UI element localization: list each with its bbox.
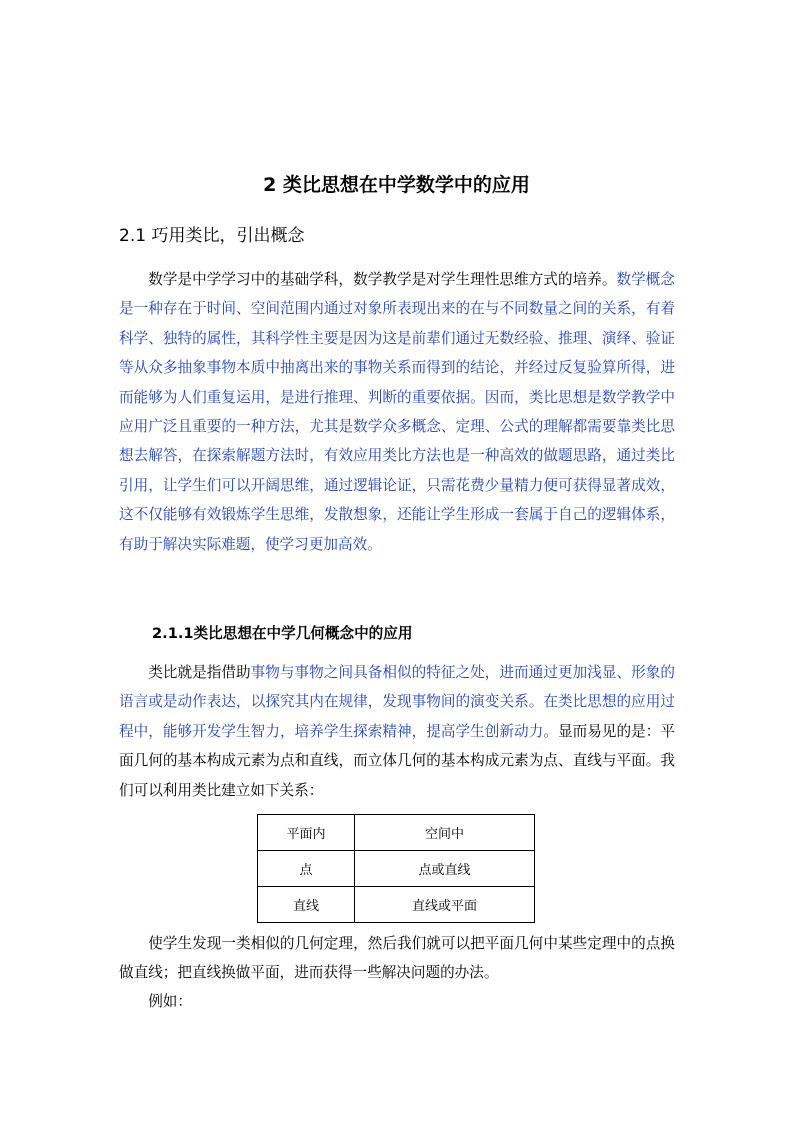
paragraph-analogy-highlight: 事物与事物之间具备相似的特征之处，进而通过更加浅显、形象的语言或是动作表达，以探究其内在规律，发现事物间的演变关系。在类比思想的应用过程中，能够开发学生智力，培养学生探索精神，提高学生创新动力。 [119,664,675,740]
table-cell: 空间中 [355,815,535,851]
table-row [258,851,535,887]
subsection-heading: 2.1 巧用类比，引出概念 [119,226,305,246]
paragraph-analogy-text-end: 显而易见的是：平面几何的基本构成元素为点和直线，而立体几何的基本构成元素为点、直线与平面。我们可以利用类比建立如下关系： [119,722,675,799]
subsubsection-heading: 2.1.1类比思想在中学几何概念中的应用 [152,625,413,642]
table-row [258,815,535,851]
section-title: 2 类比思想在中学数学中的应用 [263,174,530,196]
table-cell: 点 [258,851,355,887]
paragraph-analogy-text-start: 类比就是指借助 [148,664,251,681]
paragraph-analogy [119,658,675,805]
table-cell: 直线 [258,887,355,923]
paragraph-intro-text: 数学是中学学习中的基础学科，数学教学是对学生理性思维方式的培养。 [148,271,617,288]
paragraph-conclusion: 使学生发现一类相似的几何定理，然后我们就可以把平面几何中某些定理中的点换做直线；把直线换做平面，进而获得一些解决问题的办法。 [119,935,675,982]
paragraph-intro [119,265,675,559]
analogy-table [257,814,535,923]
table-row [258,887,535,923]
table-cell: 点或直线 [355,851,535,887]
table-cell: 直线或平面 [355,887,535,923]
paragraph-intro-highlight: 数学概念是一种存在于时间、空间范围内通过对象所表现出来的在与不同数量之间的关系，有着科学、独特的属性，其科学性主要是因为这是前辈们通过无数经验、推理、演绎、验证等从众多抽象事物本质中抽离出来的事物关系而得到的结论，并经过反复验算所得，进而能够为人们重复运用，是进行推理、判断的重要依据。因而，类比思想是数学教学中应用广泛且重要的一种方法，尤其是数学众多概念、定理、公式的理解都需要靠类比思想去解答，在探索解题方法时，有效应用类比方法也是一种高效的做题思路，通过类比引用，让学生们可以开阔思维，通过逻辑论证，只需花费少量精力便可获得显著成效，这不仅能够有效锻炼学生思维，发散想象，还能让学生形成一套属于自己的逻辑体系，有助于解决实际难题，使学习更加高效。 [119,271,675,553]
paragraph-example: 例如： [148,993,192,1010]
table-cell: 平面内 [258,815,355,851]
